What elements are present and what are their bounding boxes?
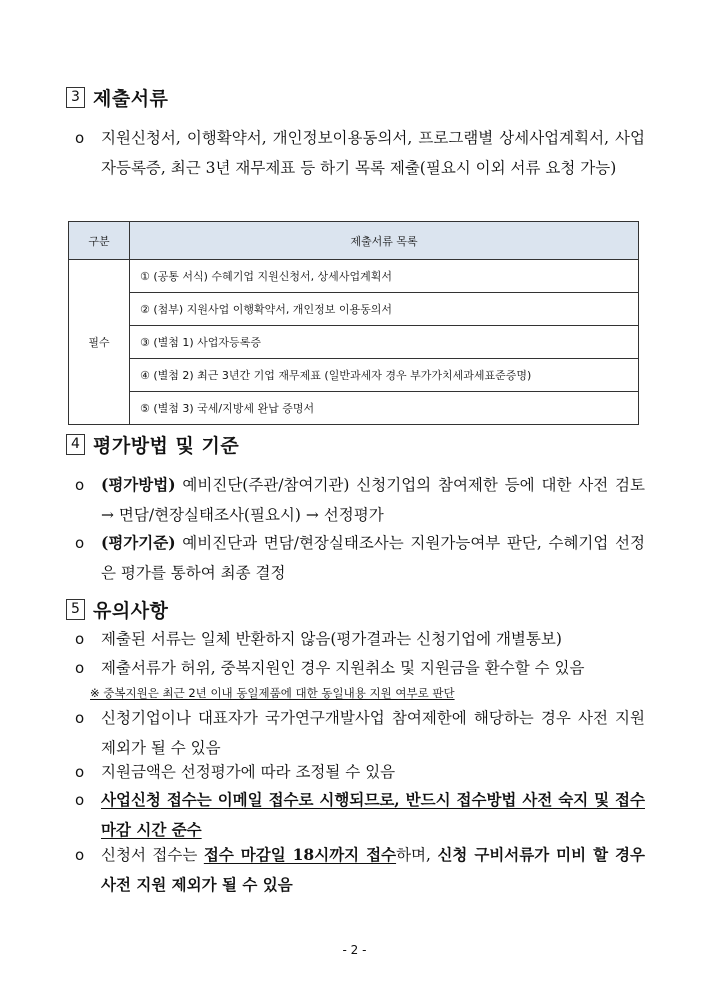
- column-header-category: 구분: [69, 222, 130, 260]
- table-row: [69, 293, 639, 326]
- bullet-icon: o: [75, 476, 85, 494]
- notice-item: [75, 653, 645, 683]
- item-text: 신청서 접수는: [101, 846, 204, 864]
- bullet-icon: o: [75, 763, 85, 781]
- bullet-icon: o: [75, 659, 85, 677]
- doc-item-cell: ③ (별첨 1) 사업자등록증: [130, 326, 639, 359]
- section-title: 제출서류: [93, 87, 169, 110]
- section-number: 3: [66, 87, 85, 108]
- item-text: 예비진단(주관/참여기관) 신청기업의 참여제한 등에 대한 사전 검토 → 면담/현장실태조사(필요시) → 선정평가: [101, 476, 645, 524]
- item-text: 신청기업이나 대표자가 국가연구개발사업 참여제한에 해당하는 경우 사전 지원 제외가 될 수 있음: [101, 709, 645, 757]
- bullet-icon: o: [75, 791, 85, 809]
- table-row: [69, 359, 639, 392]
- notice-item: [75, 840, 645, 900]
- item-text: 하며,: [396, 846, 438, 864]
- item-text: 신청 구비서류가 미비 할 경우 사전 지원 제외가 될 수 있음: [101, 845, 645, 894]
- doc-item-cell: ④ (별첨 2) 최근 3년간 기업 재무제표 (일반과세자 경우 부가가치세과세표준증명): [130, 359, 639, 392]
- paragraph-text: 지원신청서, 이행확약서, 개인정보이용동의서, 프로그램별 상세사업계획서, 사업자등록증, 최근 3년 재무제표 등 하기 목록 제출(필요시 이외 서류 요청 가능): [101, 129, 645, 177]
- bullet-icon: o: [75, 709, 85, 727]
- item-label: (평가방법): [101, 475, 176, 494]
- bullet-icon: o: [75, 846, 85, 864]
- evaluation-criteria-item: [75, 528, 645, 588]
- bullet-icon: o: [75, 534, 85, 552]
- section-title: 평가방법 및 기준: [93, 434, 240, 457]
- notice-item: [75, 624, 645, 654]
- section-number: 5: [66, 599, 85, 620]
- notice-item: [75, 785, 645, 845]
- category-cell: 필수: [69, 260, 130, 425]
- page-number: - 2 -: [342, 943, 367, 957]
- item-text: 사업신청 접수는 이메일 접수로 시행되므로, 반드시 접수방법 사전 숙지 및 접수마감 시간 준수: [101, 790, 645, 839]
- doc-item-cell: ② (첨부) 지원사업 이행확약서, 개인정보 이용동의서: [130, 293, 639, 326]
- item-text: 예비진단과 면담/현장실태조사는 지원가능여부 판단, 수혜기업 선정은 평가를 통하여 최종 결정: [101, 534, 645, 582]
- submission-docs-table: [68, 221, 639, 425]
- section-5-heading: [66, 596, 168, 622]
- section-3-heading: [66, 84, 168, 110]
- item-text: 제출된 서류는 일체 반환하지 않음(평가결과는 신청기업에 개별통보): [101, 630, 562, 648]
- section-title: 유의사항: [93, 599, 169, 622]
- note-text: ※ 중복지원은 최근 2년 이내 동일제품에 대한 동일내용 지원 여부로 판단: [90, 686, 455, 700]
- doc-item-cell: ① (공통 서식) 수혜기업 지원신청서, 상세사업계획서: [130, 260, 639, 293]
- notice-item: [75, 757, 645, 787]
- item-label: (평가기준): [101, 533, 176, 552]
- deadline-text: 접수 마감일 18시까지 접수: [203, 845, 397, 864]
- bullet-icon: o: [75, 630, 85, 648]
- column-header-docs: 제출서류 목록: [130, 222, 639, 260]
- duplicate-support-note: [90, 685, 455, 701]
- table-row: [69, 392, 639, 425]
- evaluation-method-item: [75, 470, 645, 530]
- item-text: 지원금액은 선정평가에 따라 조정될 수 있음: [101, 763, 396, 781]
- bullet-icon: o: [75, 129, 85, 147]
- section-4-heading: [66, 431, 239, 457]
- submission-docs-paragraph: [75, 123, 645, 183]
- table-row: [69, 260, 639, 293]
- notice-item: [75, 703, 645, 763]
- section-number: 4: [66, 434, 85, 455]
- table-row: [69, 326, 639, 359]
- item-text: 제출서류가 허위, 중복지원인 경우 지원취소 및 지원금을 환수할 수 있음: [101, 659, 585, 677]
- table-header-row: [69, 222, 639, 260]
- doc-item-cell: ⑤ (별첨 3) 국세/지방세 완납 증명서: [130, 392, 639, 425]
